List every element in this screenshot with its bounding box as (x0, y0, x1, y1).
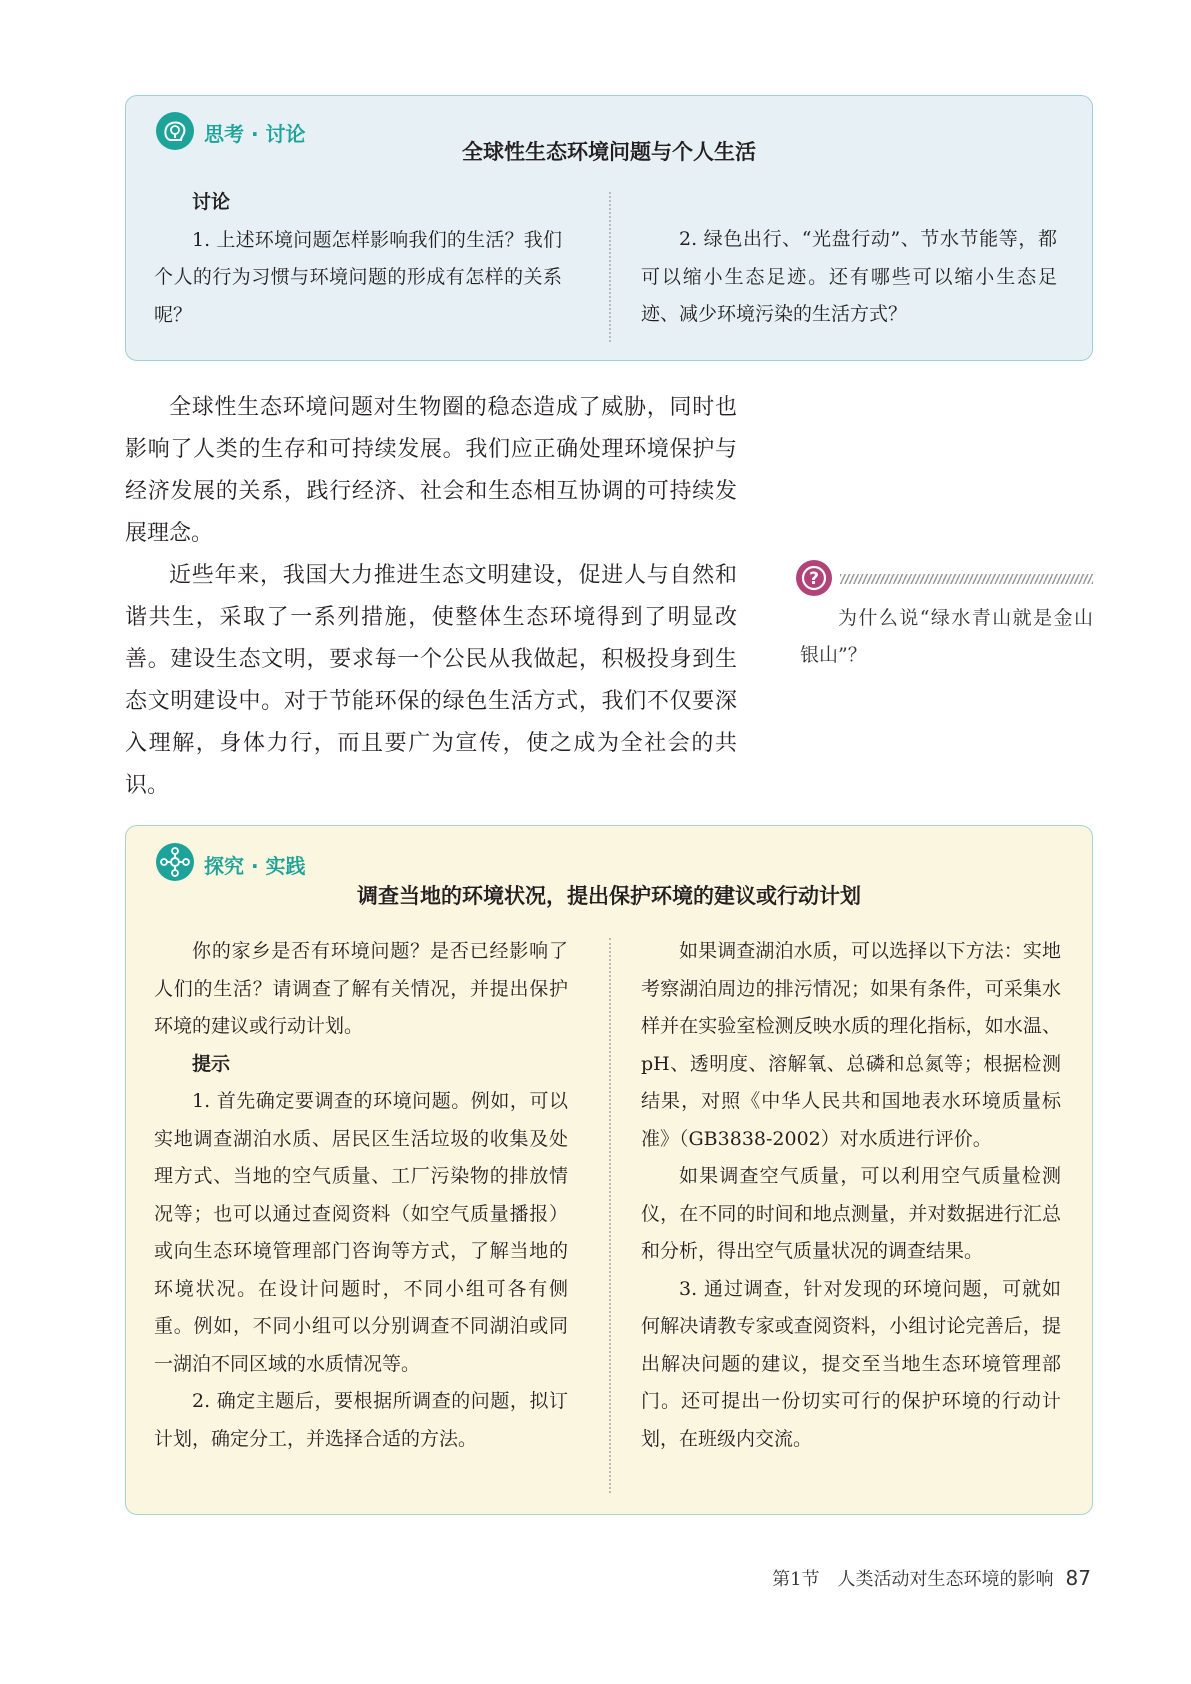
footer-section-title: 第1节 人类活动对生态环境的影响 (772, 1569, 1054, 1590)
body-paragraph-2: 近些年来，我国大力推进生态文明建设，促进人与自然和谐共生，采取了一系列措施，使整体生态环境得到了明显改善。建设生态文明，要求每一个公民从我做起，积极投身到生态文明建设中。对于节能环保的绿色生活方式，我们不仅要深入理解，身体力行，而且要广为宣传，使之成为全社会的共识。 (125, 563, 737, 798)
air-quality-method: 如果调查空气质量，可以利用空气质量检测仪，在不同的时间和地点测量，并对数据进行汇总和分析，得出空气质量状况的调查结果。 (641, 1165, 1061, 1262)
explore-left-column (154, 933, 568, 1458)
svg-text:?: ? (809, 569, 819, 589)
hint-step-1: 1. 首先确定要调查的环境问题。例如，可以实地调查湖泊水质、居民区生活垃圾的收集及处理方式、当地的空气质量、工厂污染物的排放情况等；也可以通过查阅资料（如空气质量播报）或向生态环境管理部门咨询等方式，了解当地的环境状况。在设计问题时，不同小组可各有侧重。例如，不同小组可以分别调查不同湖泊或同一湖泊不同区域的水质情况等。 (154, 1090, 568, 1375)
explore-practice-tag: 探究 · 实践 (204, 854, 306, 878)
think-left-column (154, 184, 562, 334)
explore-practice-box (125, 825, 1093, 1515)
hint-step-3: 3. 通过调查，针对发现的环境问题，可就如何解决请教专家或查阅资料，小组讨论完善后，提出解决问题的建议，提交至当地生态环境管理部门。还可提出一份切实可行的保护环境的行动计划，在班级内交流。 (641, 1277, 1061, 1450)
discussion-heading: 讨论 (192, 191, 231, 213)
sidenote-hatch-rule (840, 574, 1093, 584)
sidenote-text: 为什么说“绿水青山就是金山银山”？ (800, 607, 1093, 666)
column-divider (609, 192, 611, 342)
explore-intro: 你的家乡是否有环境问题？是否已经影响了人们的生活？请调查了解有关情况，并提出保护环境的建议或行动计划。 (154, 940, 568, 1037)
molecule-network-icon (156, 843, 194, 881)
think-discuss-box (125, 95, 1093, 361)
column-divider (609, 938, 611, 1493)
think-discuss-tag: 思考 · 讨论 (204, 122, 306, 146)
discussion-question-1: 1. 上述环境问题怎样影响我们的生活？我们个人的行为习惯与环境问题的形成有怎样的关系呢？ (154, 228, 562, 326)
explore-right-column (641, 933, 1061, 1458)
page-footer (772, 1565, 1091, 1591)
page-number: 87 (1065, 1566, 1091, 1590)
think-right-column (641, 221, 1057, 334)
hint-step-2: 2. 确定主题后，要根据所调查的问题，拟订计划，确定分工，并选择合适的方法。 (154, 1390, 568, 1450)
explore-box-title: 调查当地的环境状况，提出保护环境的建议或行动计划 (357, 884, 861, 908)
hint-heading: 提示 (192, 1052, 231, 1075)
sidenote-question (800, 600, 1093, 674)
body-paragraph-1: 全球性生态环境问题对生物圈的稳态造成了威胁，同时也影响了人类的生存和可持续发展。我们应正确处理环境保护与经济发展的关系，践行经济、社会和生态相互协调的可持续发展理念。 (125, 395, 737, 546)
discussion-question-2: 2. 绿色出行、“光盘行动”、节水节能等，都可以缩小生态足迹。还有哪些可以缩小生态足迹、减少环境污染的生活方式？ (641, 228, 1057, 325)
water-quality-method: 如果调查湖泊水质，可以选择以下方法：实地考察湖泊周边的排污情况；如果有条件，可采集水样并在实验室检测反映水质的理化指标，如水温、pH、透明度、溶解氧、总磷和总氮等；根据检测结果，对照《中华人民共和国地表水环境质量标准》（GB3838-2002）对水质进行评价。 (641, 940, 1061, 1150)
think-box-title: 全球性生态环境问题与个人生活 (462, 140, 756, 164)
question-icon (796, 560, 832, 596)
main-body-text (125, 387, 737, 807)
